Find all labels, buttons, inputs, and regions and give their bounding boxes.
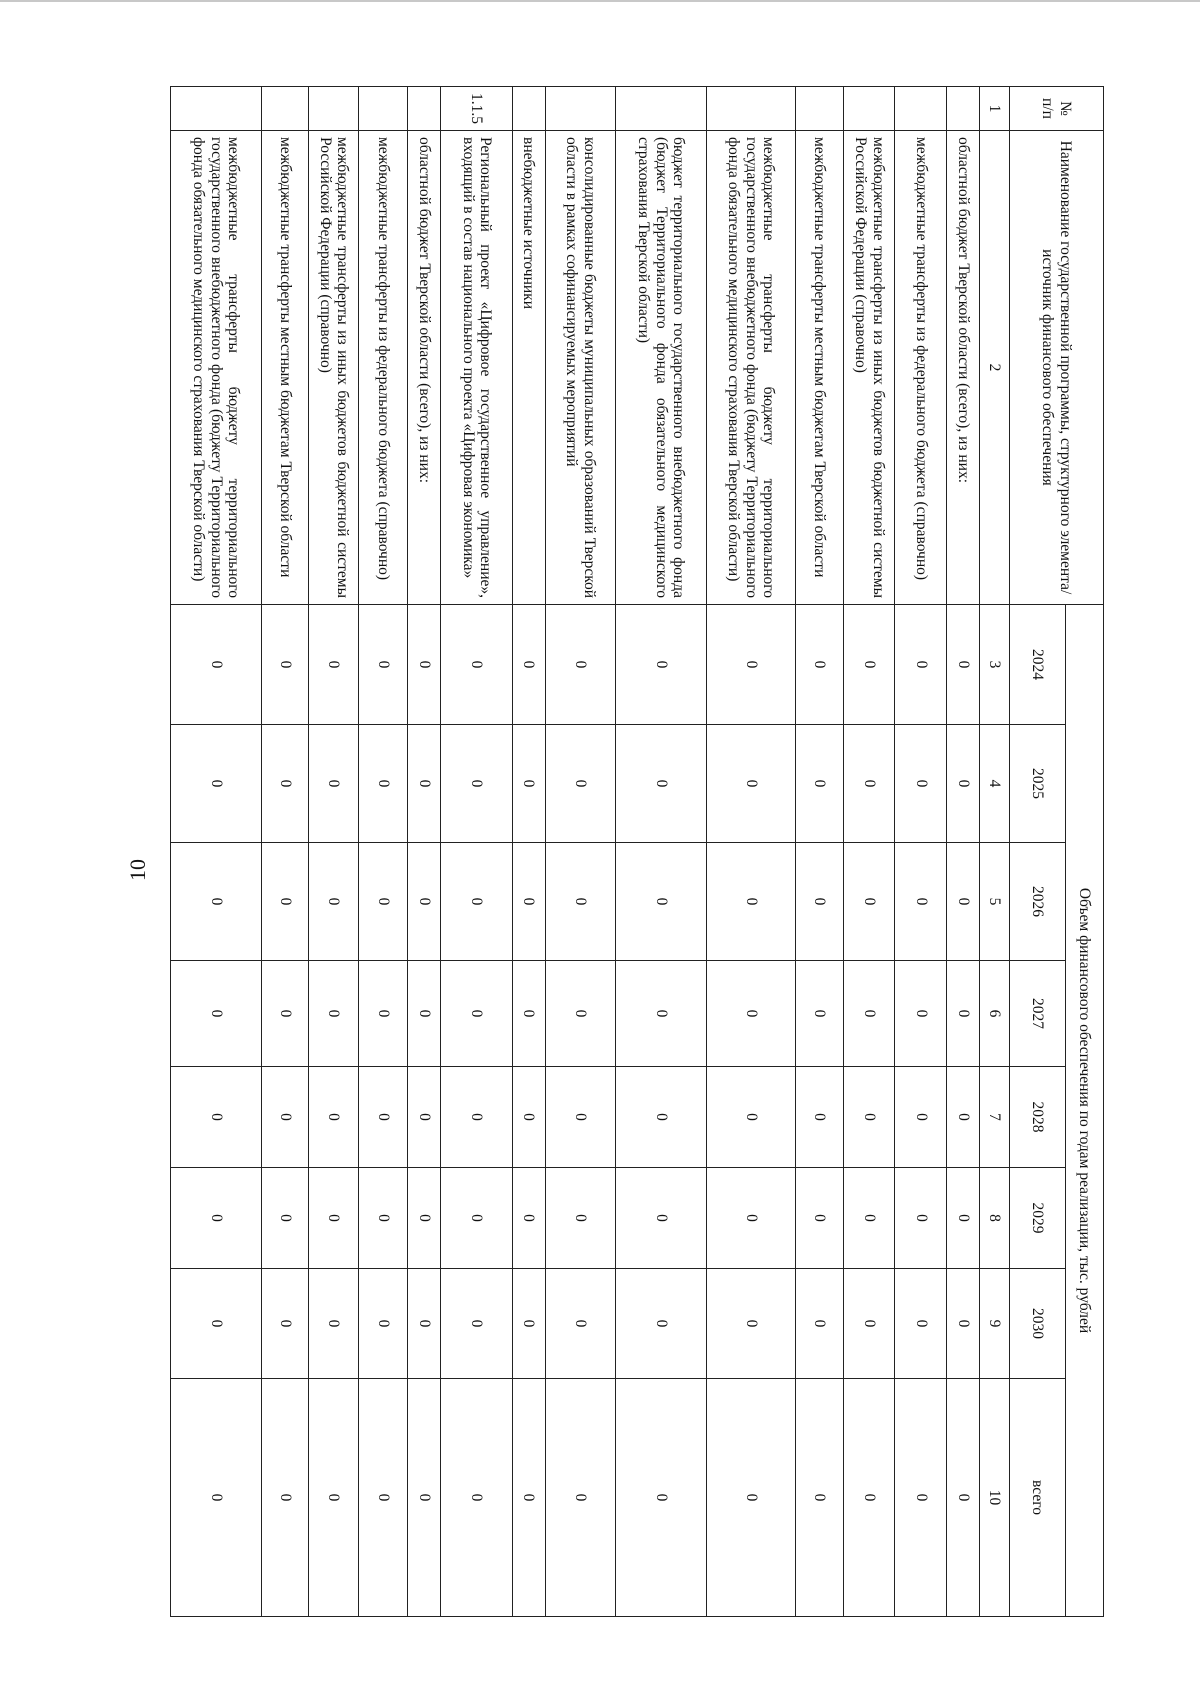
table-row — [309, 87, 359, 1617]
row-value: 0 — [796, 843, 843, 961]
row-value: 0 — [309, 843, 359, 961]
row-value: 0 — [441, 961, 512, 1067]
row-value: 0 — [408, 1168, 441, 1269]
column-number: 6 — [980, 961, 1010, 1067]
table-row — [512, 87, 545, 1617]
header-year-2030: 2030 — [1010, 1269, 1066, 1379]
row-value: 0 — [796, 1067, 843, 1168]
row-value: 0 — [615, 1269, 706, 1379]
row-value: 0 — [895, 961, 947, 1067]
row-value: 0 — [545, 725, 615, 843]
row-value: 0 — [358, 1269, 408, 1379]
row-value: 0 — [309, 1067, 359, 1168]
row-value: 0 — [309, 1269, 359, 1379]
row-value: 0 — [441, 605, 512, 725]
row-value: 0 — [796, 605, 843, 725]
row-source-name: областной бюджет Тверской области (всего), из них: — [408, 131, 441, 605]
row-value: 0 — [706, 1168, 796, 1269]
row-value: 0 — [171, 843, 262, 961]
column-number: 1 — [980, 87, 1010, 131]
row-value: 0 — [545, 1269, 615, 1379]
row-value: 0 — [545, 1379, 615, 1617]
row-number — [796, 87, 843, 131]
row-source-name: бюджет территориального государственного внебюджетного фонда (бюджет Территориального фонда обязательного медицинского страхования Тверской области) — [615, 131, 706, 605]
row-value: 0 — [895, 843, 947, 961]
page-number: 10 — [125, 859, 150, 881]
row-number — [512, 87, 545, 131]
row-value: 0 — [946, 1269, 979, 1379]
row-source-name: межбюджетные трансферты местным бюджетам Тверской области — [796, 131, 843, 605]
row-value: 0 — [895, 725, 947, 843]
row-source-name: областной бюджет Тверской области (всего), из них: — [946, 131, 979, 605]
header-year-2028: 2028 — [1010, 1067, 1066, 1168]
row-value: 0 — [408, 605, 441, 725]
table-row — [408, 87, 441, 1617]
row-value: 0 — [946, 843, 979, 961]
row-value: 0 — [441, 725, 512, 843]
table-header — [980, 87, 1104, 1617]
row-value: 0 — [615, 1168, 706, 1269]
row-value: 0 — [843, 843, 895, 961]
column-number: 2 — [980, 131, 1010, 605]
row-value: 0 — [512, 1269, 545, 1379]
row-value: 0 — [261, 961, 308, 1067]
row-value: 0 — [545, 1067, 615, 1168]
row-value: 0 — [171, 605, 262, 725]
row-value: 0 — [358, 1168, 408, 1269]
row-value: 0 — [512, 1379, 545, 1617]
row-value: 0 — [796, 961, 843, 1067]
row-number — [843, 87, 895, 131]
row-source-name: межбюджетные трансферты из иных бюджетов бюджетной системы Российской Федерации (справочно) — [843, 131, 895, 605]
row-value: 0 — [843, 961, 895, 1067]
row-number — [706, 87, 796, 131]
row-value: 0 — [512, 843, 545, 961]
row-value: 0 — [512, 725, 545, 843]
row-value: 0 — [261, 725, 308, 843]
row-value: 0 — [895, 605, 947, 725]
table-row — [796, 87, 843, 1617]
row-value: 0 — [441, 1269, 512, 1379]
row-value: 0 — [796, 1379, 843, 1617]
row-value: 0 — [261, 1067, 308, 1168]
row-value: 0 — [895, 1269, 947, 1379]
row-value: 0 — [615, 1067, 706, 1168]
row-value: 0 — [895, 1168, 947, 1269]
column-number: 8 — [980, 1168, 1010, 1269]
row-value: 0 — [843, 1269, 895, 1379]
row-value: 0 — [706, 843, 796, 961]
table-row — [895, 87, 947, 1617]
row-value: 0 — [545, 843, 615, 961]
header-year-2025: 2025 — [1010, 725, 1066, 843]
row-value: 0 — [309, 961, 359, 1067]
row-value: 0 — [545, 1168, 615, 1269]
row-value: 0 — [615, 725, 706, 843]
row-value: 0 — [946, 605, 979, 725]
header-name: Наименование государственной программы, структурного элемента/источник финансового обеспечения — [1010, 131, 1104, 605]
table-row — [946, 87, 979, 1617]
row-value: 0 — [441, 1168, 512, 1269]
row-number — [261, 87, 308, 131]
row-source-name: межбюджетные трансферты бюджету территориального государственного внебюджетного фонда (бюджету Территориального фонда обязательного медицинского страхования Тверской области) — [706, 131, 796, 605]
row-source-name: внебюджетные источники — [512, 131, 545, 605]
row-value: 0 — [171, 1168, 262, 1269]
table-row — [706, 87, 796, 1617]
row-value: 0 — [171, 961, 262, 1067]
row-value: 0 — [615, 961, 706, 1067]
row-value: 0 — [171, 1067, 262, 1168]
row-value: 0 — [843, 1168, 895, 1269]
financing-table — [170, 86, 1104, 1617]
row-value: 0 — [946, 1168, 979, 1269]
header-year-2027: 2027 — [1010, 961, 1066, 1067]
row-value: 0 — [796, 1168, 843, 1269]
row-value: 0 — [358, 605, 408, 725]
row-value: 0 — [358, 1379, 408, 1617]
table-row — [171, 87, 262, 1617]
row-source-name: межбюджетные трансферты бюджету территориального государственного внебюджетного фонда (бюджету Территориального фонда обязательного медицинского страхования Тверской области) — [171, 131, 262, 605]
header-year-2026: 2026 — [1010, 843, 1066, 961]
table-row — [615, 87, 706, 1617]
row-value: 0 — [358, 1067, 408, 1168]
row-value: 0 — [408, 725, 441, 843]
row-value: 0 — [358, 725, 408, 843]
table-body — [171, 87, 980, 1617]
row-number — [615, 87, 706, 131]
row-value: 0 — [615, 1379, 706, 1617]
rotated-table-wrapper — [170, 86, 1104, 1616]
row-value: 0 — [706, 961, 796, 1067]
row-number: 1.1.5 — [441, 87, 512, 131]
row-source-name: межбюджетные трансферты из иных бюджетов бюджетной системы Российской Федерации (справочно) — [309, 131, 359, 605]
row-value: 0 — [408, 1379, 441, 1617]
row-value: 0 — [843, 605, 895, 725]
row-value: 0 — [358, 961, 408, 1067]
scan-edge-top — [0, 0, 1200, 2]
row-value: 0 — [309, 1168, 359, 1269]
row-value: 0 — [441, 1379, 512, 1617]
row-value: 0 — [512, 961, 545, 1067]
row-value: 0 — [706, 605, 796, 725]
header-total: всего — [1010, 1379, 1066, 1617]
row-value: 0 — [171, 725, 262, 843]
row-value: 0 — [261, 1379, 308, 1617]
table-row — [843, 87, 895, 1617]
header-no: № п/п — [1010, 87, 1104, 131]
row-value: 0 — [895, 1379, 947, 1617]
row-value: 0 — [843, 725, 895, 843]
row-value: 0 — [545, 605, 615, 725]
row-value: 0 — [309, 725, 359, 843]
row-number — [946, 87, 979, 131]
row-value: 0 — [309, 1379, 359, 1617]
column-number: 7 — [980, 1067, 1010, 1168]
table-row — [358, 87, 408, 1617]
row-value: 0 — [408, 1269, 441, 1379]
row-value: 0 — [512, 1067, 545, 1168]
row-value: 0 — [706, 1379, 796, 1617]
row-value: 0 — [946, 1067, 979, 1168]
column-number: 4 — [980, 725, 1010, 843]
row-value: 0 — [512, 1168, 545, 1269]
column-number: 10 — [980, 1379, 1010, 1617]
row-source-name: консолидированные бюджеты муниципальных образований Тверской области в рамках софинансируемых мероприятий — [545, 131, 615, 605]
table-row — [441, 87, 512, 1617]
row-value: 0 — [261, 843, 308, 961]
column-number: 5 — [980, 843, 1010, 961]
row-value: 0 — [706, 725, 796, 843]
row-source-name: межбюджетные трансферты из федерального бюджета (справочно) — [895, 131, 947, 605]
row-value: 0 — [706, 1269, 796, 1379]
header-year-2024: 2024 — [1010, 605, 1066, 725]
row-value: 0 — [843, 1067, 895, 1168]
row-value: 0 — [946, 1379, 979, 1617]
row-value: 0 — [408, 843, 441, 961]
row-value: 0 — [796, 725, 843, 843]
row-value: 0 — [171, 1269, 262, 1379]
row-value: 0 — [706, 1067, 796, 1168]
header-column-numbers — [980, 87, 1010, 1617]
row-value: 0 — [895, 1067, 947, 1168]
row-number — [171, 87, 262, 131]
table-row — [545, 87, 615, 1617]
row-source-name: межбюджетные трансферты местным бюджетам Тверской области — [261, 131, 308, 605]
row-value: 0 — [615, 843, 706, 961]
row-number — [895, 87, 947, 131]
row-value: 0 — [946, 725, 979, 843]
header-year-2029: 2029 — [1010, 1168, 1066, 1269]
table-row — [261, 87, 308, 1617]
row-value: 0 — [441, 1067, 512, 1168]
row-number — [545, 87, 615, 131]
row-value: 0 — [408, 961, 441, 1067]
row-value: 0 — [545, 961, 615, 1067]
row-value: 0 — [615, 605, 706, 725]
row-value: 0 — [261, 1168, 308, 1269]
row-number — [309, 87, 359, 131]
row-value: 0 — [309, 605, 359, 725]
row-value: 0 — [261, 605, 308, 725]
row-value: 0 — [512, 605, 545, 725]
column-number: 9 — [980, 1269, 1010, 1379]
row-value: 0 — [358, 843, 408, 961]
row-source-name: Региональный проект «Цифровое государственное управление», входящий в состав национального проекта «Цифровая экономика» — [441, 131, 512, 605]
row-number — [408, 87, 441, 131]
column-number: 3 — [980, 605, 1010, 725]
row-value: 0 — [946, 961, 979, 1067]
row-value: 0 — [441, 843, 512, 961]
row-value: 0 — [796, 1269, 843, 1379]
header-volume: Объем финансового обеспечения по годам реализации, тыс. рублей — [1066, 605, 1104, 1617]
row-value: 0 — [408, 1067, 441, 1168]
row-number — [358, 87, 408, 131]
row-source-name: межбюджетные трансферты из федерального бюджета (справочно) — [358, 131, 408, 605]
row-value: 0 — [261, 1269, 308, 1379]
row-value: 0 — [843, 1379, 895, 1617]
row-value: 0 — [171, 1379, 262, 1617]
